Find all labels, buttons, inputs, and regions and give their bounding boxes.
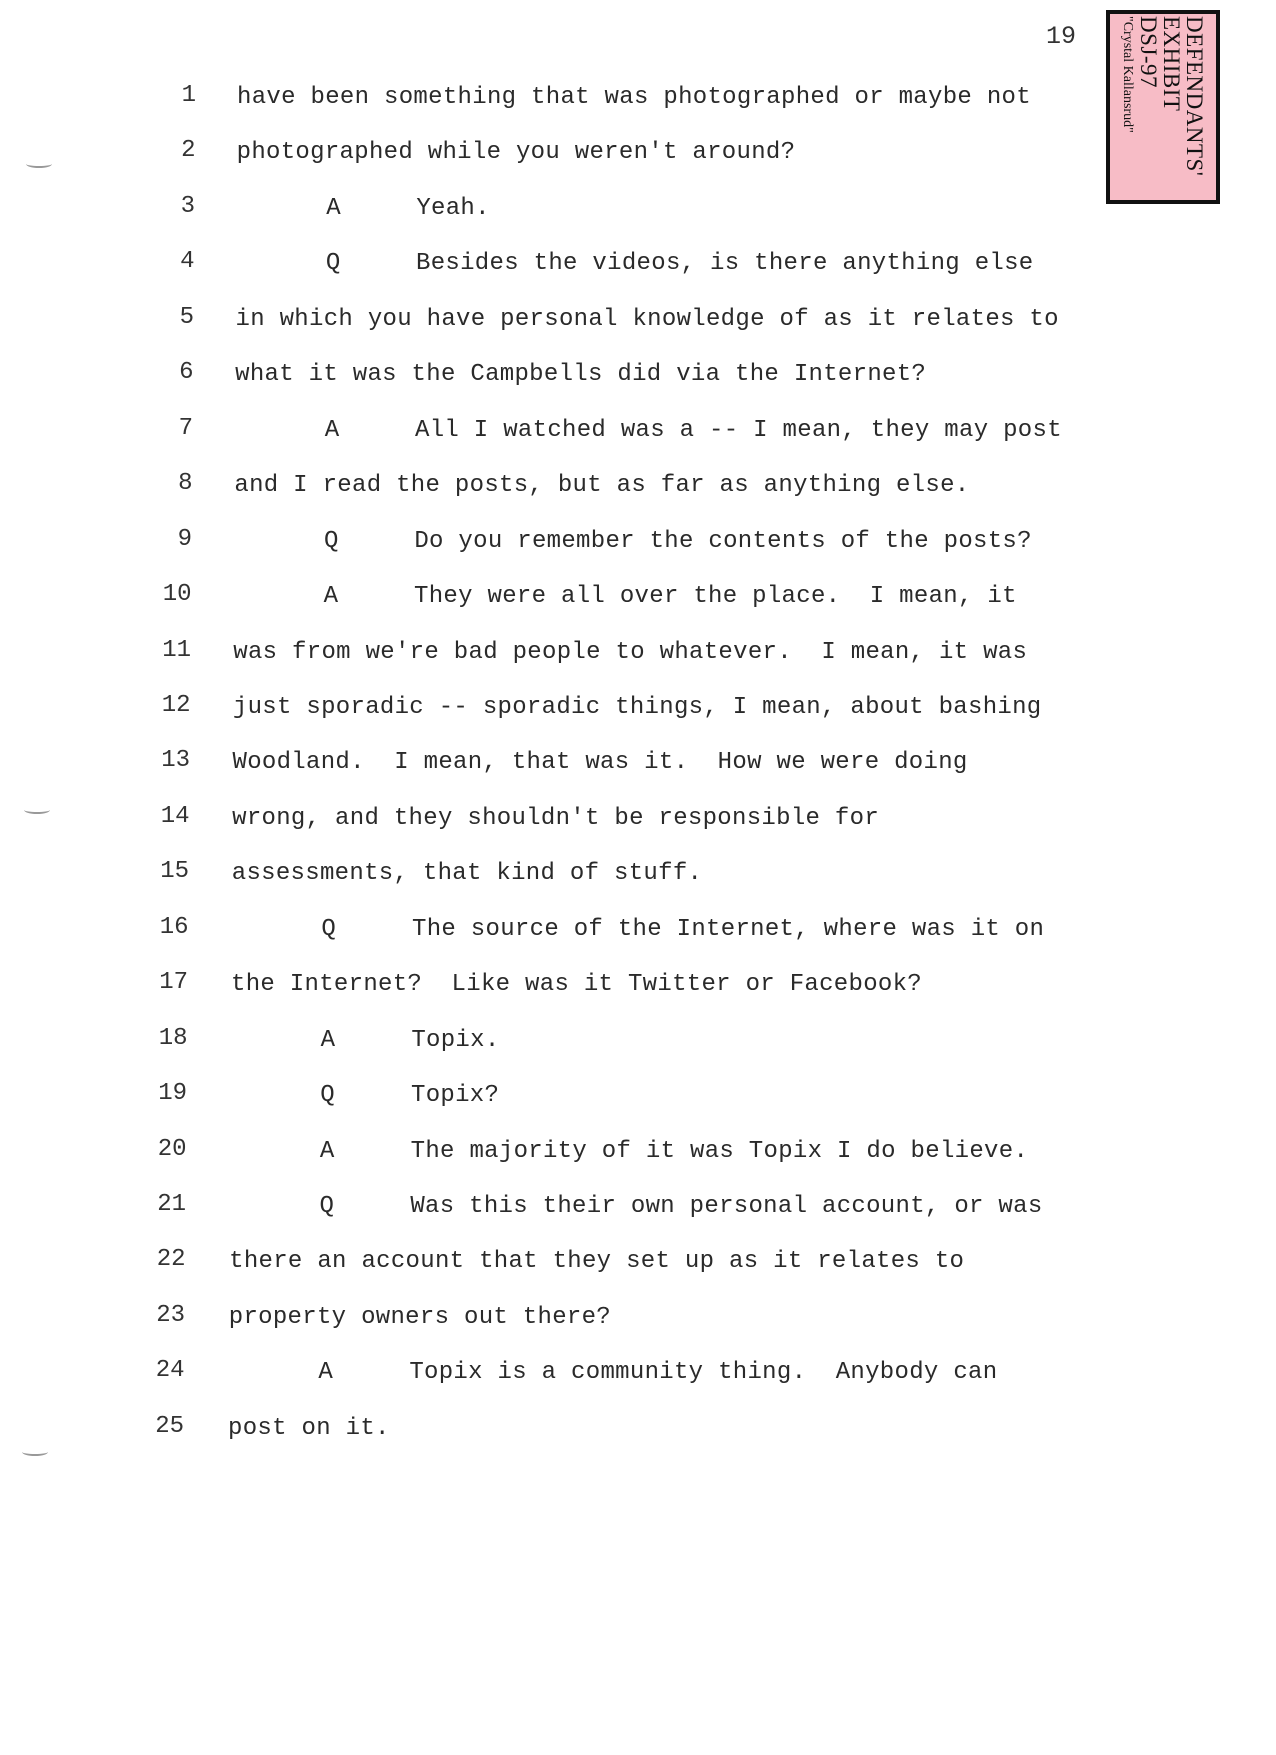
transcript-line (0, 82, 1276, 122)
exhibit-number: DSJ-97 (1136, 16, 1161, 89)
line-number: 17 (159, 969, 188, 997)
line-number: 5 (179, 303, 194, 331)
transcript-line (0, 803, 1276, 843)
line-number: 13 (161, 747, 190, 775)
line-text: The source of the Internet, where was it on (412, 915, 1045, 943)
transcript-line (0, 692, 1276, 732)
line-number: 19 (158, 1080, 187, 1108)
speaker-label: A (318, 1359, 333, 1387)
line-text: Topix is a community thing. Anybody can (409, 1359, 998, 1387)
line-text: just sporadic -- sporadic things, I mean, about bashing (232, 693, 1042, 721)
line-text: was from we're bad people to whatever. I mean, it was (233, 638, 1028, 666)
speaker-label: A (320, 1026, 336, 1054)
line-text: Besides the videos, is there anything else (416, 250, 1034, 278)
transcript-line (0, 526, 1276, 566)
line-number: 18 (158, 1024, 188, 1052)
line-number: 7 (178, 414, 193, 442)
line-text: have been something that was photographed or maybe not (237, 84, 1031, 111)
page-number: 19 (1046, 22, 1077, 51)
line-text: The majority of it was Topix I do believe. (410, 1137, 1029, 1165)
transcript-line (0, 470, 1276, 510)
transcript-line (0, 1357, 1276, 1397)
line-number: 16 (159, 913, 189, 941)
line-text: Do you remember the contents of the posts? (414, 527, 1032, 555)
line-number: 6 (179, 359, 194, 387)
transcript-line (0, 359, 1276, 399)
line-text: and I read the posts, but as far as anything else. (234, 472, 970, 500)
transcript-line (0, 415, 1276, 455)
line-number: 12 (161, 691, 191, 719)
speaker-label: Q (321, 915, 336, 943)
line-number: 1 (181, 82, 196, 109)
line-number: 15 (160, 858, 189, 886)
transcript-line (0, 304, 1276, 344)
line-text: Yeah. (416, 194, 490, 222)
transcript-line (0, 1191, 1276, 1231)
line-number: 8 (178, 470, 193, 498)
line-text: All I watched was a -- I mean, they may post (415, 416, 1062, 444)
exhibit-label: EXHIBIT (1159, 16, 1184, 112)
line-number: 9 (177, 525, 192, 553)
line-text: there an account that they set up as it relates to (229, 1248, 965, 1276)
line-text: They were all over the place. I mean, it (414, 583, 1017, 611)
line-text: Topix. (411, 1026, 500, 1054)
line-number: 2 (181, 137, 196, 165)
line-text: property owners out there? (228, 1303, 612, 1331)
line-text: post on it. (228, 1414, 390, 1442)
line-text: assessments, that kind of stuff. (231, 860, 703, 888)
line-text: photographed while you weren't around? (236, 139, 796, 167)
speaker-label: A (323, 583, 339, 611)
line-text: what it was the Campbells did via the Internet? (235, 361, 927, 389)
line-number: 24 (155, 1357, 185, 1385)
speaker-label: A (319, 1137, 335, 1165)
transcript-line (0, 1302, 1276, 1342)
transcript-line (0, 858, 1276, 898)
line-number: 21 (157, 1191, 186, 1218)
line-text: wrong, and they shouldn't be responsible for (232, 804, 880, 832)
speaker-label: A (324, 416, 340, 444)
transcript-line (0, 1080, 1276, 1120)
line-text: the Internet? Like was it Twitter or Facebook? (231, 971, 923, 999)
exhibit-heading: DEFENDANTS' (1182, 16, 1207, 177)
speaker-label: Q (319, 1193, 334, 1220)
speaker-label: Q (320, 1082, 335, 1110)
line-number: 4 (180, 248, 195, 276)
line-number: 14 (160, 802, 190, 830)
line-number: 11 (162, 636, 191, 664)
line-number: 22 (156, 1246, 186, 1274)
transcript-line (0, 969, 1276, 1009)
line-text: Was this their own personal account, or was (410, 1193, 1043, 1220)
line-text: in which you have personal knowledge of as it relates to (235, 305, 1059, 333)
line-number: 25 (155, 1412, 184, 1440)
speaker-label: A (326, 194, 341, 222)
transcript-line (0, 193, 1276, 233)
transcript-line (0, 914, 1276, 954)
speaker-label: Q (324, 527, 339, 555)
line-text: Woodland. I mean, that was it. How we were doing (232, 749, 968, 777)
transcript-line (0, 1413, 1276, 1453)
transcript-line (0, 248, 1276, 288)
transcript-line (0, 1246, 1276, 1286)
transcript-line (0, 1025, 1276, 1065)
transcript-line (0, 137, 1276, 177)
speaker-label: Q (325, 250, 341, 278)
transcript-line (0, 637, 1276, 677)
exhibit-witness: "Crystal Kallansrud" (1120, 16, 1135, 133)
transcript-line (0, 1136, 1276, 1176)
line-number: 23 (156, 1301, 185, 1329)
transcript-line (0, 581, 1276, 621)
line-number: 3 (180, 192, 195, 220)
line-number: 20 (157, 1135, 187, 1163)
line-number: 10 (162, 581, 192, 609)
transcript-line (0, 747, 1276, 787)
line-text: Topix? (411, 1082, 500, 1110)
